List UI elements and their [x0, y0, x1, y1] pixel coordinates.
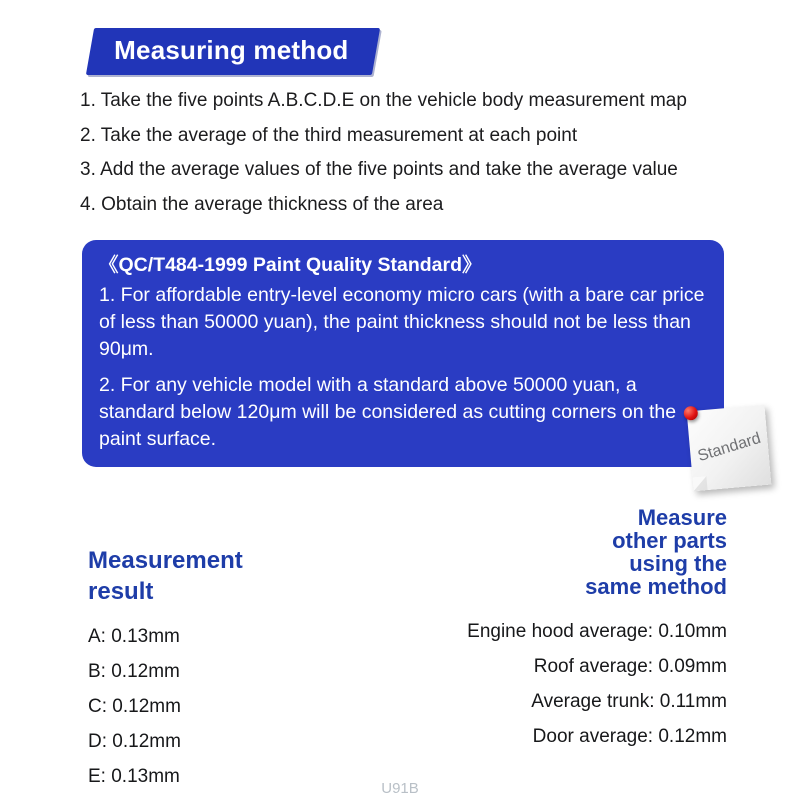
measurement-heading-line-2: result	[88, 578, 154, 605]
other-parts-heading-line-3: using the	[629, 551, 727, 576]
measurement-item-d: D: 0.12mm	[88, 731, 181, 752]
measurement-result-section	[88, 545, 243, 794]
steps-list	[80, 84, 687, 222]
measurement-item-a: A: 0.13mm	[88, 626, 180, 647]
other-parts-item-door: Door average: 0.12mm	[532, 726, 727, 747]
other-parts-heading-line-2: other parts	[612, 528, 727, 553]
watermark-text: U91B	[381, 780, 419, 797]
step-item-4: 4. Obtain the average thickness of the area	[80, 193, 444, 215]
measurement-items	[88, 619, 243, 794]
sticky-note	[687, 405, 772, 491]
measurement-result-heading	[88, 545, 243, 607]
standard-paragraph-2: 2. For any vehicle model with a standard above 50000 yuan, a standard below 120μm will be considered as cutting corners on the paint surface.	[99, 374, 677, 450]
standard-panel	[82, 240, 724, 467]
other-parts-heading-line-1: Measure	[637, 505, 727, 530]
other-parts-heading	[467, 506, 727, 598]
other-parts-section	[467, 506, 727, 754]
sticky-note-label: Standard	[695, 429, 763, 466]
other-parts-item-roof: Roof average: 0.09mm	[533, 656, 727, 677]
measurement-item-b: B: 0.12mm	[88, 661, 180, 682]
header-banner-shape	[86, 28, 381, 75]
standard-paragraph-1: 1. For affordable entry-level economy micro cars (with a bare car price of less than 50000 yuan), the paint thickness should not be less than 90μm.	[99, 284, 705, 360]
measurement-item-c: C: 0.12mm	[88, 696, 181, 717]
other-parts-items	[467, 614, 727, 754]
header-banner	[90, 28, 376, 75]
measurement-heading-line-1: Measurement	[88, 547, 243, 574]
other-parts-item-hood: Engine hood average: 0.10mm	[467, 621, 727, 642]
measurement-item-e: E: 0.13mm	[88, 766, 180, 787]
standard-panel-title: 《QC/T484-1999 Paint Quality Standard》	[99, 254, 482, 276]
step-item-3: 3. Add the average values of the five points and take the average value	[80, 159, 678, 180]
other-parts-heading-line-4: same method	[585, 574, 727, 599]
step-item-1: 1. Take the five points A.B.C.D.E on the vehicle body measurement map	[80, 90, 687, 111]
page-title: Measuring method	[114, 35, 349, 65]
other-parts-item-trunk: Average trunk: 0.11mm	[531, 691, 727, 712]
push-pin-icon	[683, 406, 698, 421]
step-item-2: 2. Take the average of the third measurement at each point	[80, 124, 578, 146]
